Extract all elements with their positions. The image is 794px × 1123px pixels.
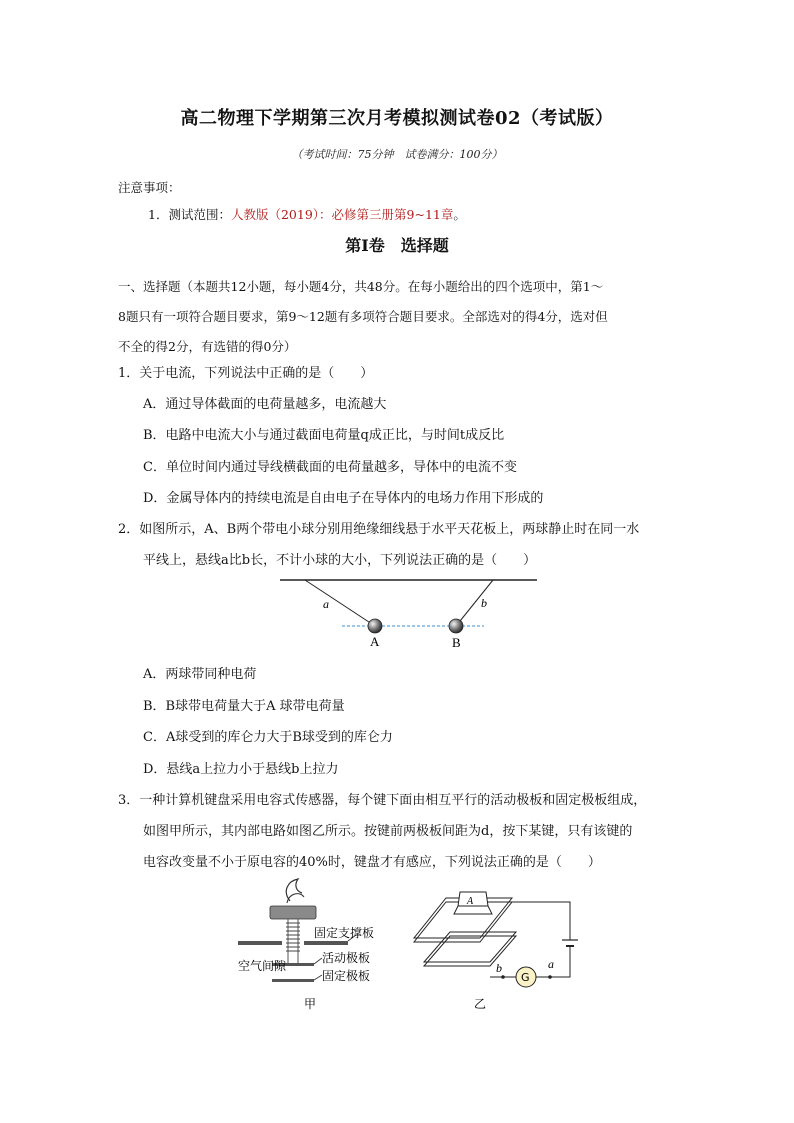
label-air-gap: 空气间隙 bbox=[238, 959, 287, 973]
question-3-stem-line-2: 如图甲所示，其内部电路如图乙所示。按键前两极板间距为d，按下某键，只有该键的 bbox=[143, 824, 633, 839]
question-1-stem: 1．关于电流，下列说法中正确的是（ ） bbox=[118, 366, 374, 381]
question-3-stem-line-3: 电容改变量不小于原电容的40%时，键盘才有感应，下列说法正确的是（ ） bbox=[143, 855, 601, 870]
question-2-option-c: C．A球受到的库仑力大于B球受到的库仑力 bbox=[143, 730, 393, 745]
label-thread-b: b bbox=[481, 596, 487, 610]
label-support-plate: 固定支撑板 bbox=[314, 926, 375, 940]
node-a-label: a bbox=[548, 957, 554, 971]
label-ball-b: B bbox=[452, 635, 461, 650]
page-title: 高二物理下学期第三次月考模拟测试卷02（考试版） bbox=[180, 108, 614, 129]
question-2-figure bbox=[270, 570, 550, 652]
instructions-line-3: 不全的得2分，有选错的得0分） bbox=[118, 339, 297, 354]
fixed-plate bbox=[272, 979, 314, 982]
question-2-stem-line-2: 平线上，悬线a比b长，不计小球的大小，下列说法正确的是（ ） bbox=[143, 553, 537, 568]
scope-suffix: 。 bbox=[453, 207, 466, 222]
question-3-stem-line-1: 3．一种计算机键盘采用电容式传感器，每个键下面由相互平行的活动极板和固定极板组成， bbox=[118, 793, 647, 808]
thread-b bbox=[456, 580, 493, 626]
section-title: 第Ⅰ卷 选择题 bbox=[345, 236, 449, 255]
instructions-line-1: 一、选择题（本题共12小题，每小题4分，共48分。在每小题给出的四个选项中，第1～ bbox=[118, 279, 604, 294]
key-label: A bbox=[467, 896, 474, 907]
label-moving-plate: 活动极板 bbox=[322, 951, 371, 965]
question-2-stem-line-1: 2．如图所示，A、B两个带电小球分别用绝缘细线悬于水平天花板上，两球静止时在同一水 bbox=[118, 522, 640, 537]
caption-yi: 乙 bbox=[474, 997, 487, 1011]
notice-heading: 注意事项： bbox=[118, 180, 181, 195]
label-ball-a: A bbox=[370, 634, 380, 649]
support-plate-left bbox=[238, 941, 282, 945]
caption-jia: 甲 bbox=[304, 997, 317, 1011]
notice-item-scope bbox=[148, 205, 466, 223]
support-plate-right bbox=[304, 941, 348, 945]
label-thread-a: a bbox=[323, 597, 329, 611]
question-2-option-a: A．两球带同种电荷 bbox=[143, 667, 257, 682]
question-2-option-b: B．B球带电荷量大于A 球带电荷量 bbox=[143, 699, 345, 714]
question-3-figure-circuit bbox=[410, 888, 580, 1013]
exam-subtitle: （考试时间：75分钟 试卷满分：100分） bbox=[291, 148, 503, 161]
scope-range: 人教版（2019）：必修第三册第9~11章 bbox=[230, 207, 454, 222]
label-fixed-plate: 固定极板 bbox=[322, 969, 371, 983]
question-2-option-d: D．悬线a上拉力小于悬线b上拉力 bbox=[143, 762, 339, 777]
question-3-figure-keyboard bbox=[232, 873, 402, 1015]
question-1-option-b: B．电路中电流大小与通过截面电荷量q成正比，与时间t成反比 bbox=[143, 428, 505, 443]
scope-prefix: 1．测试范围： bbox=[148, 207, 231, 222]
ball-b bbox=[449, 619, 463, 633]
thread-a bbox=[305, 580, 375, 626]
node-b-label: b bbox=[496, 961, 502, 975]
question-1-option-c: C．单位时间内通过导线横截面的电荷量越多，导体中的电流不变 bbox=[143, 460, 517, 475]
question-1-option-d: D．金属导体内的持续电流是自由电子在导体内的电场力作用下形成的 bbox=[143, 491, 544, 506]
question-1-option-a: A．通过导体截面的电荷量越多，电流越大 bbox=[143, 397, 387, 412]
key-cap bbox=[270, 906, 316, 919]
instructions-line-2: 8题只有一项符合题目要求，第9～12题有多项符合题目要求。全部选对的得4分，选对但 bbox=[118, 309, 608, 324]
galvanometer-label: G bbox=[521, 971, 530, 984]
circuit-wire-top bbox=[510, 902, 570, 940]
ball-a bbox=[368, 619, 382, 633]
